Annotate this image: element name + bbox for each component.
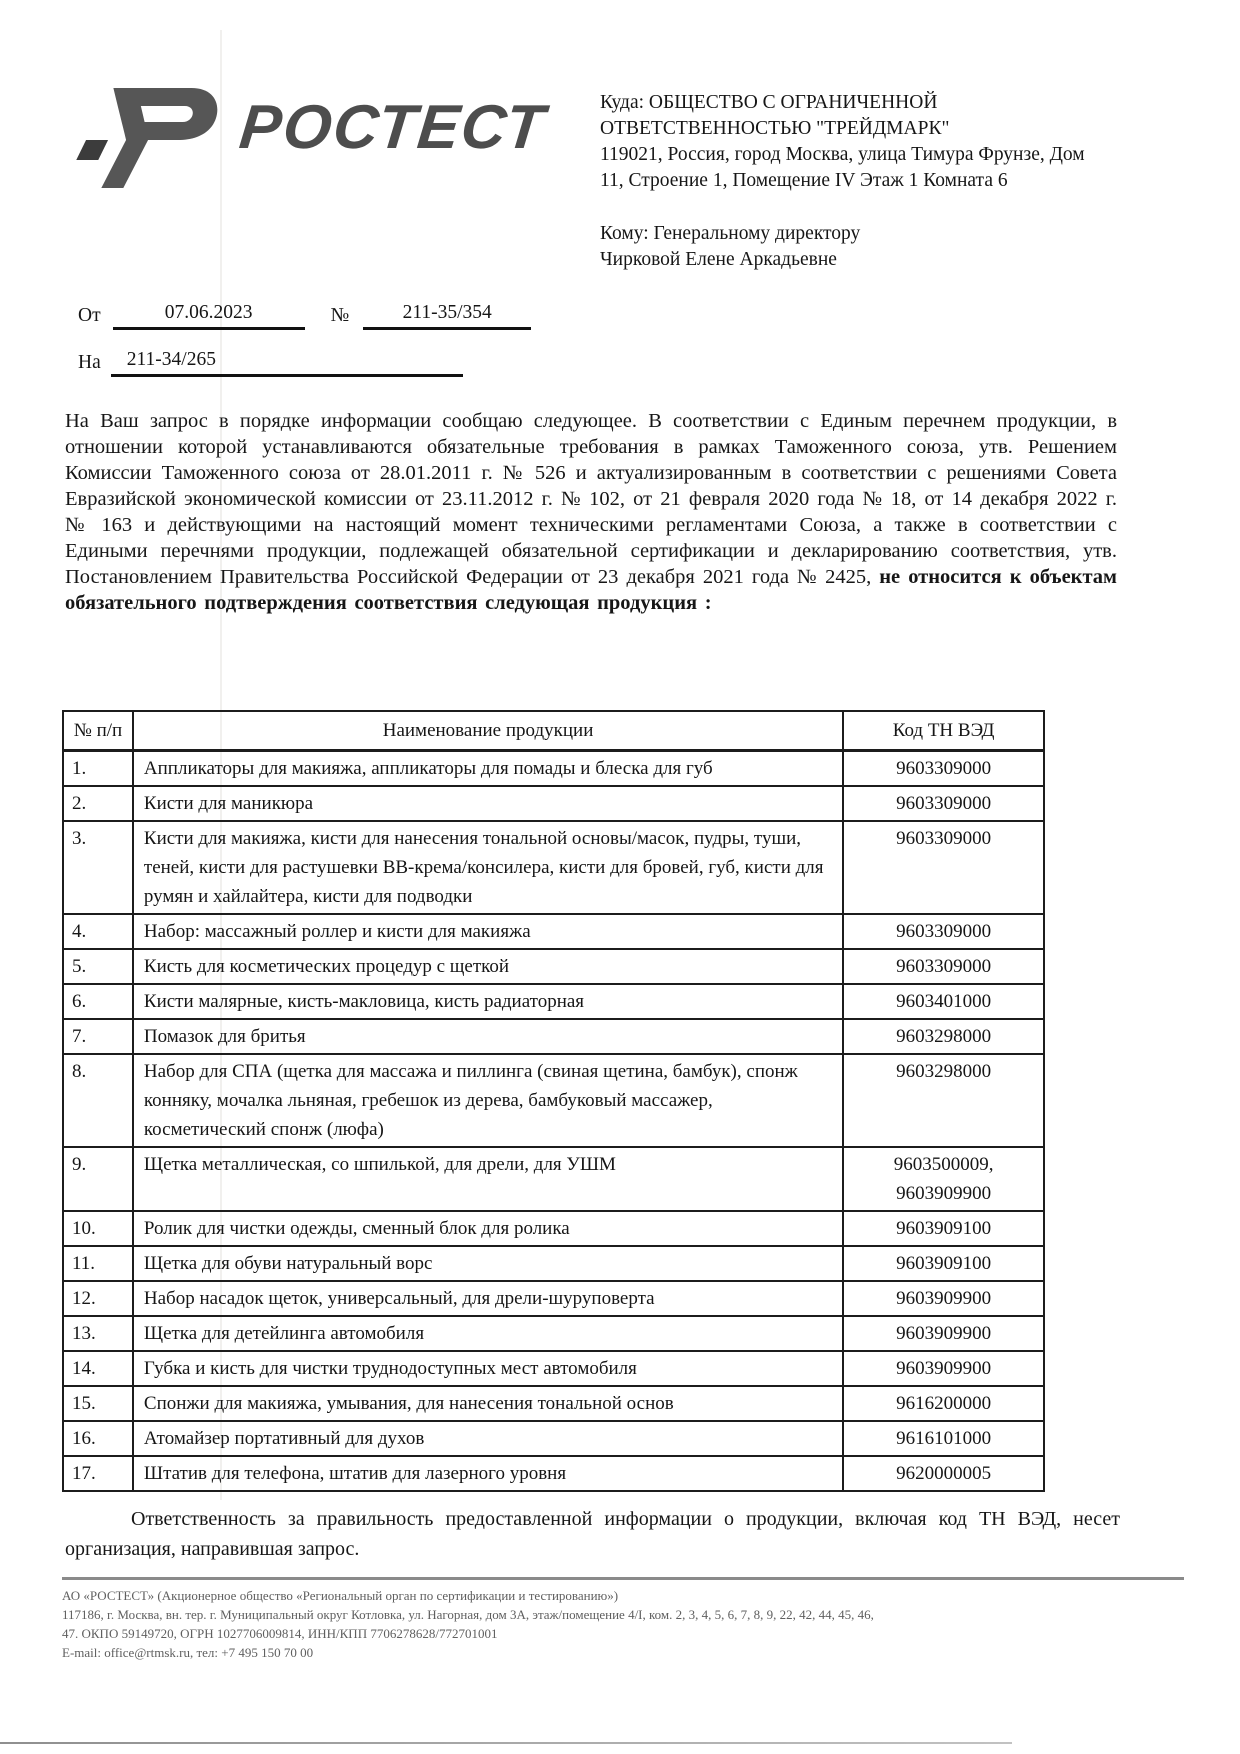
tnved-code-cell: 9603309000 (843, 786, 1044, 821)
row-number-cell: 8. (63, 1054, 133, 1147)
tnved-code-cell: 9603309000 (843, 949, 1044, 984)
from-label: От (78, 305, 101, 326)
tnved-code-cell: 9603309000 (843, 821, 1044, 914)
recipient-attn-line: Кому: Генеральному директору (600, 223, 861, 244)
re-label: На (78, 352, 101, 373)
row-number-cell: 11. (63, 1246, 133, 1281)
footer-line: E-mail: office@rtmsk.ru, тел: +7 495 150 70 00 (62, 1645, 314, 1660)
table-row (63, 1421, 1044, 1456)
row-number-cell: 14. (63, 1351, 133, 1386)
tnved-code-cell: 9620000005 (843, 1456, 1044, 1491)
product-name-cell: Кисти для макияжа, кисти для нанесения тональной основы/масок, пудры, туши, теней, кисти для растушевки ВВ-крема/консилера, кисти для бровей, губ, кисти для румян и хайлайтера, кисти для подводки (133, 821, 843, 914)
product-name-cell: Набор: массажный роллер и кисти для макияжа (133, 914, 843, 949)
body-paragraph (65, 408, 1117, 616)
tnved-code-cell: 9603909900 (843, 1351, 1044, 1386)
row-number-cell: 1. (63, 751, 133, 787)
table-row (63, 1281, 1044, 1316)
table-row (63, 1246, 1044, 1281)
products-table (62, 710, 1045, 1492)
tnved-code-cell: 9603909900 (843, 1281, 1044, 1316)
footer-block (62, 1577, 1184, 1662)
table-header-row (63, 711, 1044, 751)
product-name-cell: Помазок для бритья (133, 1019, 843, 1054)
incoming-number-value: 211-34/265 (111, 349, 463, 377)
tnved-code-cell: 9603298000 (843, 1054, 1044, 1147)
table-row (63, 1211, 1044, 1246)
header-product-name: Наименование продукции (133, 711, 843, 751)
tnved-code-cell: 9603909100 (843, 1211, 1044, 1246)
rostest-logo-wordmark: РОСТЕСТ (236, 93, 550, 162)
row-number-cell: 4. (63, 914, 133, 949)
table-row (63, 821, 1044, 914)
outgoing-number-value: 211-35/354 (363, 302, 531, 330)
row-number-cell: 5. (63, 949, 133, 984)
row-number-cell: 10. (63, 1211, 133, 1246)
header-tnved-code: Код ТН ВЭД (843, 711, 1044, 751)
reference-fields (78, 300, 531, 377)
header-row-number: № п/п (63, 711, 133, 751)
product-name-cell: Штатив для телефона, штатив для лазерного уровня (133, 1456, 843, 1491)
table-block (62, 710, 1120, 1564)
tnved-code-cell: 9616101000 (843, 1421, 1044, 1456)
incoming-ref-row (78, 347, 531, 377)
product-name-cell: Кисти малярные, кисть-макловица, кисть радиаторная (133, 984, 843, 1019)
product-name-cell: Набор насадок щеток, универсальный, для дрели-шуруповерта (133, 1281, 843, 1316)
product-name-cell: Кисти для маникюра (133, 786, 843, 821)
row-number-cell: 2. (63, 786, 133, 821)
row-number-cell: 6. (63, 984, 133, 1019)
tnved-code-cell: 9603309000 (843, 751, 1044, 787)
product-name-cell: Атомайзер портативный для духов (133, 1421, 843, 1456)
closing-paragraph: Ответственность за правильность предоставленной информации о продукции, включая код ТН ВЭД, несет организация, направившая запрос. (65, 1508, 1120, 1560)
letter-date-value: 07.06.2023 (113, 302, 305, 330)
recipient-block (600, 90, 1112, 273)
row-number-cell: 9. (63, 1147, 133, 1211)
product-name-cell: Щетка для обуви натуральный ворс (133, 1246, 843, 1281)
product-name-cell: Спонжи для макияжа, умывания, для нанесения тональной основ (133, 1386, 843, 1421)
footer-line: 47. ОКПО 59149720, ОГРН 1027706009814, ИНН/КПП 7706278628/772701001 (62, 1626, 498, 1641)
product-name-cell: Аппликаторы для макияжа, аппликаторы для помады и блеска для губ (133, 751, 843, 787)
tnved-code-cell: 9603500009, 9603909900 (843, 1147, 1044, 1211)
footer-line: АО «РОСТЕСТ» (Акционерное общество «Региональный орган по сертификации и тестированию») (62, 1588, 619, 1603)
table-row (63, 984, 1044, 1019)
table-row (63, 751, 1044, 787)
tnved-code-cell: 9603909900 (843, 1316, 1044, 1351)
page-bottom-rule (0, 1742, 1012, 1744)
outgoing-ref-row (78, 300, 531, 330)
tnved-code-cell: 9616200000 (843, 1386, 1044, 1421)
recipient-to-line: Куда: ОБЩЕСТВО С ОГРАНИЧЕННОЙ ОТВЕТСТВЕННОСТЬЮ "ТРЕЙДМАРК" (600, 92, 950, 139)
table-row (63, 1351, 1044, 1386)
recipient-attn-name: Чирковой Елене Аркадьевне (600, 249, 837, 270)
table-row (63, 1316, 1044, 1351)
table-row (63, 1456, 1044, 1491)
footer-line: 117186, г. Москва, вн. тер. г. Муниципальный округ Котловка, ул. Нагорная, дом 3А, этаж/помещение 4/I, ком. 2, 3, 4, 5, 6, 7, 8, 9, 22, 42, 44, 45, 46, (62, 1607, 874, 1622)
row-number-cell: 17. (63, 1456, 133, 1491)
product-name-cell: Щетка металлическая, со шпилькой, для дрели, для УШМ (133, 1147, 843, 1211)
table-row (63, 949, 1044, 984)
tnved-code-cell: 9603401000 (843, 984, 1044, 1019)
table-row (63, 786, 1044, 821)
row-number-cell: 13. (63, 1316, 133, 1351)
row-number-cell: 7. (63, 1019, 133, 1054)
table-row (63, 1054, 1044, 1147)
recipient-address-line: 119021, Россия, город Москва, улица Тимура Фрунзе, Дом 11, Строение 1, Помещение IV Этаж 1 Комната 6 (600, 144, 1085, 191)
row-number-cell: 12. (63, 1281, 133, 1316)
table-row (63, 1147, 1044, 1211)
table-row (63, 914, 1044, 949)
table-row (63, 1386, 1044, 1421)
tnved-code-cell: 9603309000 (843, 914, 1044, 949)
table-row (63, 1019, 1044, 1054)
tnved-code-cell: 9603909100 (843, 1246, 1044, 1281)
body-paragraph-text: На Ваш запрос в порядке информации сообщаю следующее. В соответствии с Единым перечнем продукции, в отношении которой устанавливаются обязательные требования в рамках Таможенного союза, утв. Решением Комиссии Таможенного союза от 28.01.2011 г. № 526 и актуализированным в соответствии с решениями Совета Евразийской экономической комиссии от 23.11.2012 г. № 102, от 21 февраля 2020 года № 18, от 14 декабря 2022 г. № 163 и действующими на настоящий момент техническими регламентами Союза, а также в соответствии с Едиными перечнями продукции, подлежащей обязательной сертификации и декларированию соответствия, утв. Постановлением Правительства Российской Федерации от 23 декабря 2021 года № 2425, (65, 410, 1117, 588)
row-number-cell: 16. (63, 1421, 133, 1456)
body-paragraph-bold-text: не относится к объектам обязательного подтверждения соответствия следующая продукция : (65, 566, 1118, 614)
rostest-logo-icon (70, 82, 226, 199)
recipient-attn-block (600, 221, 1112, 273)
product-name-cell: Щетка для детейлинга автомобиля (133, 1316, 843, 1351)
row-number-cell: 15. (63, 1386, 133, 1421)
row-number-cell: 3. (63, 821, 133, 914)
product-name-cell: Кисть для косметических процедур с щеткой (133, 949, 843, 984)
number-sign-label: № (330, 305, 350, 326)
product-name-cell: Набор для СПА (щетка для массажа и пиллинга (свиная щетина, бамбук), спонж конняку, мочалка льняная, гребешок из дерева, бамбуковый массажер, косметический спонж (люфа) (133, 1054, 843, 1147)
product-name-cell: Губка и кисть для чистки труднодоступных мест автомобиля (133, 1351, 843, 1386)
product-name-cell: Ролик для чистки одежды, сменный блок для ролика (133, 1211, 843, 1246)
tnved-code-cell: 9603298000 (843, 1019, 1044, 1054)
